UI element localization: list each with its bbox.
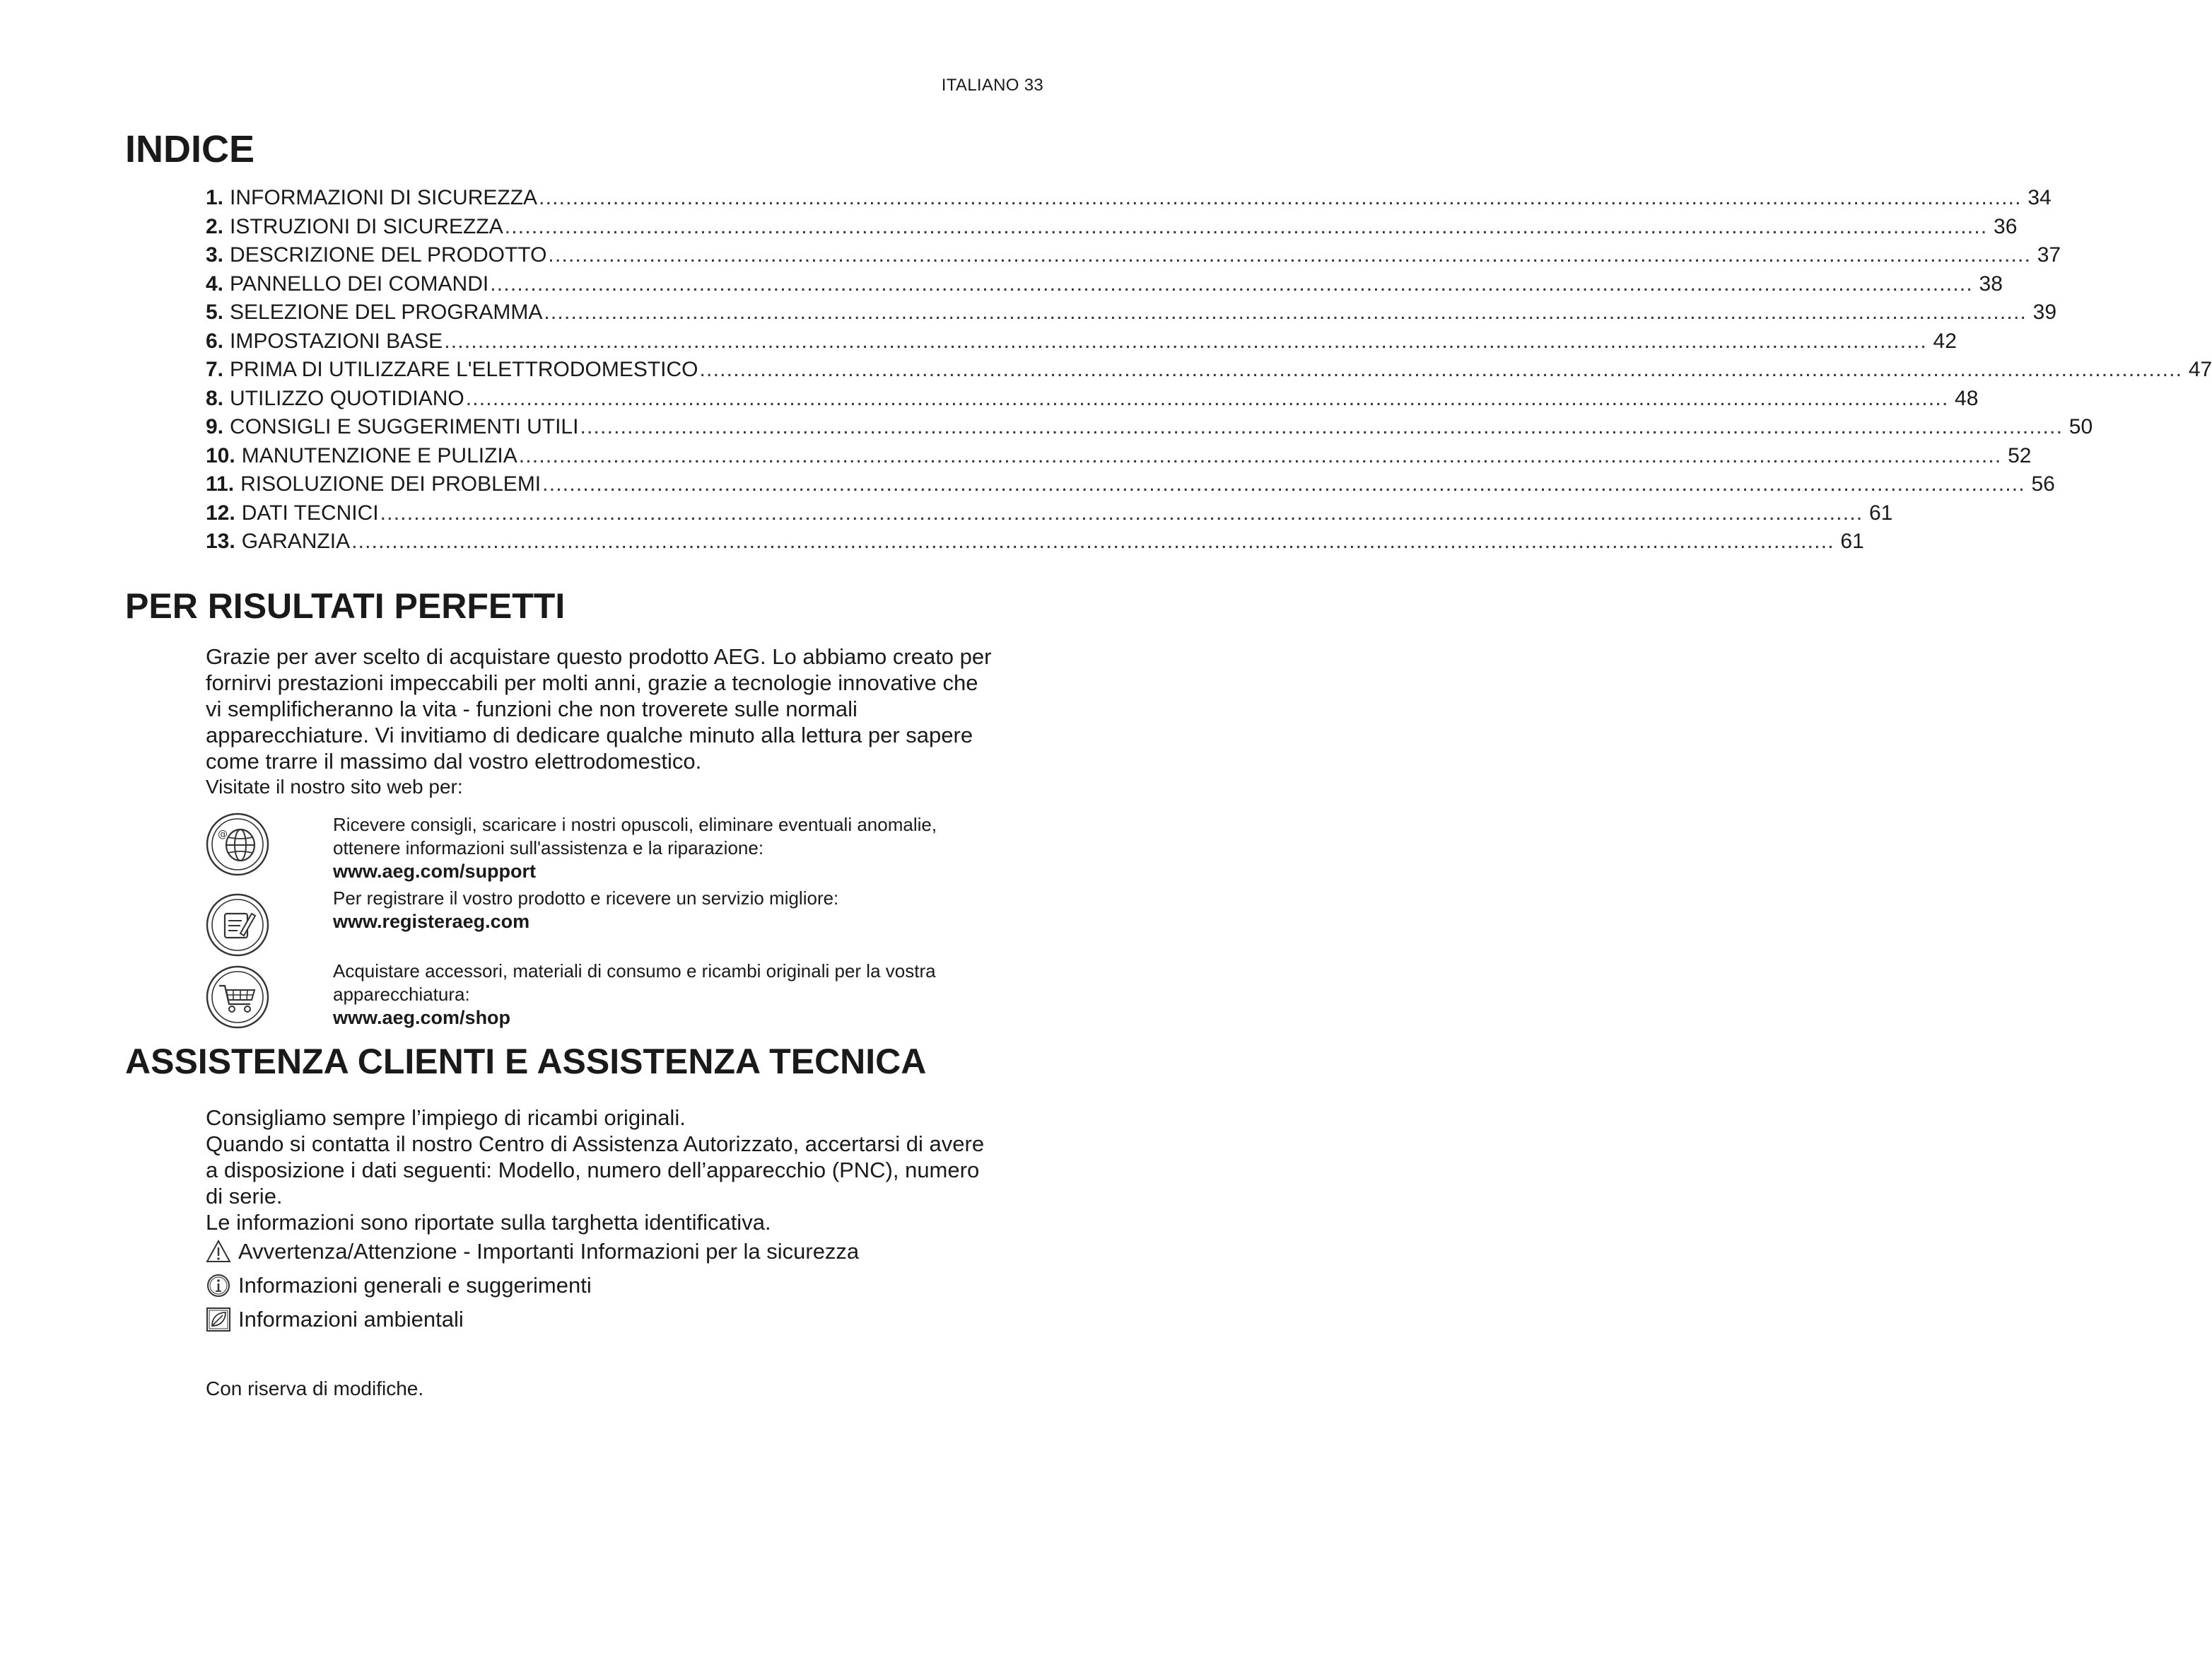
- toc-entry-page: 39: [2032, 301, 2057, 324]
- register-info: [333, 887, 838, 933]
- toc-dot-leader: ............................................................................................................................................................................................................................: [548, 243, 2032, 267]
- toc-entry-title: UTILIZZO QUOTIDIANO: [230, 386, 464, 410]
- toc-entry-number: 4.: [206, 272, 224, 296]
- support-link[interactable]: www.aeg.com/support: [333, 861, 537, 882]
- toc-entry-number: 6.: [206, 329, 224, 353]
- toc-entry-page: 42: [1933, 329, 1957, 353]
- toc-entry-number: 1.: [206, 186, 224, 209]
- toc-entry[interactable]: [206, 386, 1979, 416]
- toc-entry-page: 61: [1840, 530, 1864, 553]
- toc-entry[interactable]: [206, 272, 2003, 301]
- register-document-icon: [205, 892, 270, 957]
- support-text-line: Ricevere consigli, scaricare i nostri opuscoli, eliminare eventuali anomalie,: [333, 814, 937, 835]
- toc-entry-page: 37: [2037, 243, 2061, 267]
- intro-line: come trarre il massimo dal vostro elettrodomestico.: [206, 749, 702, 774]
- intro-paragraph: [206, 643, 1082, 774]
- assistance-line: Le informazioni sono riportate sulla targhetta identificativa.: [206, 1210, 771, 1235]
- toc-entry-page: 56: [2031, 472, 2055, 496]
- shop-text-line: Acquistare accessori, materiali di consumo e ricambi originali per la vostra: [333, 960, 936, 982]
- toc-dot-leader: ............................................................................................................................................................................................................................: [544, 301, 2027, 324]
- toc-entry[interactable]: [206, 214, 2018, 244]
- support-text-line: ottenere informazioni sull'assistenza e la riparazione:: [333, 837, 764, 858]
- toc-entry-page: 47: [2188, 358, 2212, 381]
- toc-entry-title: ISTRUZIONI DI SICUREZZA: [230, 214, 503, 238]
- toc-dot-leader: ............................................................................................................................................................................................................................: [380, 501, 1863, 525]
- toc-entry-title: PANNELLO DEI COMANDI: [230, 272, 489, 296]
- toc-entry-title: IMPOSTAZIONI BASE: [230, 329, 443, 353]
- intro-line: Grazie per aver scelto di acquistare questo prodotto AEG. Lo abbiamo creato per: [206, 644, 992, 669]
- legend-info-text: Informazioni generali e suggerimenti: [238, 1273, 592, 1298]
- toc-dot-leader: ............................................................................................................................................................................................................................: [580, 415, 2064, 438]
- toc-entry-number: 8.: [206, 386, 224, 410]
- svg-text:@: @: [218, 829, 228, 840]
- toc-entry-number: 11.: [206, 472, 235, 496]
- toc-entry-page: 52: [2008, 443, 2032, 467]
- visit-website-text: Visitate il nostro sito web per:: [206, 776, 463, 798]
- toc-entry[interactable]: [206, 472, 2055, 501]
- toc-entry-title: SELEZIONE DEL PROGRAMMA: [230, 301, 543, 324]
- toc-entry-number: 13.: [206, 530, 235, 553]
- toc-dot-leader: ............................................................................................................................................................................................................................: [699, 358, 2183, 381]
- toc-entry[interactable]: [206, 301, 2057, 330]
- toc-entry-page: 61: [1868, 501, 1893, 525]
- toc-dot-leader: ............................................................................................................................................................................................................................: [539, 186, 2022, 209]
- toc-entry-title: INFORMAZIONI DI SICUREZZA: [230, 186, 538, 209]
- assistance-line: di serie.: [206, 1184, 283, 1209]
- globe-icon: [205, 812, 270, 877]
- index-title: INDICE: [125, 128, 255, 170]
- legend-warning-text: Avvertenza/Attenzione - Importanti Informazioni per la sicurezza: [238, 1239, 860, 1264]
- toc-entry-number: 9.: [206, 415, 224, 438]
- legend-info: [206, 1273, 592, 1298]
- toc-dot-leader: ............................................................................................................................................................................................................................: [465, 386, 1949, 410]
- shop-info: [333, 960, 936, 1030]
- toc-dot-leader: ............................................................................................................................................................................................................................: [444, 329, 1927, 353]
- running-header: ITALIANO 33: [941, 76, 1043, 95]
- warning-triangle-icon: [206, 1239, 231, 1264]
- assistance-paragraph: [206, 1105, 1082, 1235]
- table-of-contents: [206, 186, 2212, 559]
- register-text-line: Per registrare il vostro prodotto e ricevere un servizio migliore:: [333, 887, 839, 909]
- toc-entry-page: 50: [2068, 415, 2093, 438]
- support-info: [333, 813, 937, 883]
- shop-text-line: apparecchiatura:: [333, 984, 470, 1005]
- shopping-cart-icon: [205, 965, 270, 1030]
- toc-dot-leader: ............................................................................................................................................................................................................................: [542, 472, 2025, 496]
- toc-entry-title: CONSIGLI E SUGGERIMENTI UTILI: [230, 415, 579, 438]
- legend-environment-text: Informazioni ambientali: [238, 1307, 464, 1332]
- toc-entry-number: 12.: [206, 501, 235, 525]
- toc-entry[interactable]: [206, 443, 2032, 473]
- toc-entry[interactable]: [206, 243, 2061, 272]
- legend-warning: [206, 1239, 859, 1264]
- toc-dot-leader: ............................................................................................................................................................................................................................: [518, 443, 2002, 467]
- results-section-title: PER RISULTATI PERFETTI: [125, 586, 566, 626]
- environment-leaf-icon: [206, 1307, 231, 1332]
- toc-entry-number: 7.: [206, 358, 224, 381]
- shop-link[interactable]: www.aeg.com/shop: [333, 1007, 511, 1028]
- assistance-line: a disposizione i dati seguenti: Modello, numero dell’apparecchio (PNC), numero: [206, 1158, 980, 1182]
- assistance-line: Consigliamo sempre l’impiego di ricambi originali.: [206, 1105, 686, 1130]
- toc-entry[interactable]: [206, 530, 1864, 559]
- toc-entry-number: 3.: [206, 243, 224, 267]
- assistance-line: Quando si contatta il nostro Centro di Assistenza Autorizzato, accertarsi di avere: [206, 1131, 985, 1156]
- toc-entry[interactable]: [206, 358, 2212, 387]
- toc-dot-leader: ............................................................................................................................................................................................................................: [504, 214, 1988, 238]
- toc-entry-title: DATI TECNICI: [241, 501, 379, 525]
- toc-entry-title: DESCRIZIONE DEL PRODOTTO: [230, 243, 547, 267]
- toc-entry-title: PRIMA DI UTILIZZARE L'ELETTRODOMESTICO: [230, 358, 698, 381]
- legend-environment: [206, 1307, 464, 1332]
- toc-entry-page: 38: [1979, 272, 2003, 296]
- assistance-section-title: ASSISTENZA CLIENTI E ASSISTENZA TECNICA: [125, 1042, 927, 1081]
- toc-entry-title: GARANZIA: [241, 530, 351, 553]
- toc-entry[interactable]: [206, 186, 2052, 215]
- toc-entry-number: 10.: [206, 443, 235, 467]
- toc-entry-number: 2.: [206, 214, 224, 238]
- toc-entry-number: 5.: [206, 301, 224, 324]
- intro-line: fornirvi prestazioni impeccabili per molti anni, grazie a tecnologie innovative che: [206, 670, 978, 695]
- info-icon: [206, 1273, 231, 1298]
- register-link[interactable]: www.registeraeg.com: [333, 911, 530, 932]
- toc-entry-title: RISOLUZIONE DEI PROBLEMI: [240, 472, 542, 496]
- toc-dot-leader: ............................................................................................................................................................................................................................: [351, 530, 1834, 553]
- footer-note: Con riserva di modifiche.: [206, 1378, 424, 1399]
- toc-entry-title: MANUTENZIONE E PULIZIA: [241, 443, 517, 467]
- toc-entry-page: 36: [1994, 214, 2018, 238]
- intro-line: vi semplificheranno la vita - funzioni che non troverete sulle normali: [206, 697, 858, 721]
- toc-entry-page: 34: [2027, 186, 2052, 209]
- toc-entry[interactable]: [206, 415, 2093, 444]
- toc-entry[interactable]: [206, 329, 1957, 359]
- toc-dot-leader: ............................................................................................................................................................................................................................: [490, 272, 1973, 296]
- toc-entry-page: 48: [1955, 386, 1979, 410]
- intro-line: apparecchiature. Vi invitiamo di dedicare qualche minuto alla lettura per sapere: [206, 723, 973, 747]
- toc-entry[interactable]: [206, 501, 1893, 530]
